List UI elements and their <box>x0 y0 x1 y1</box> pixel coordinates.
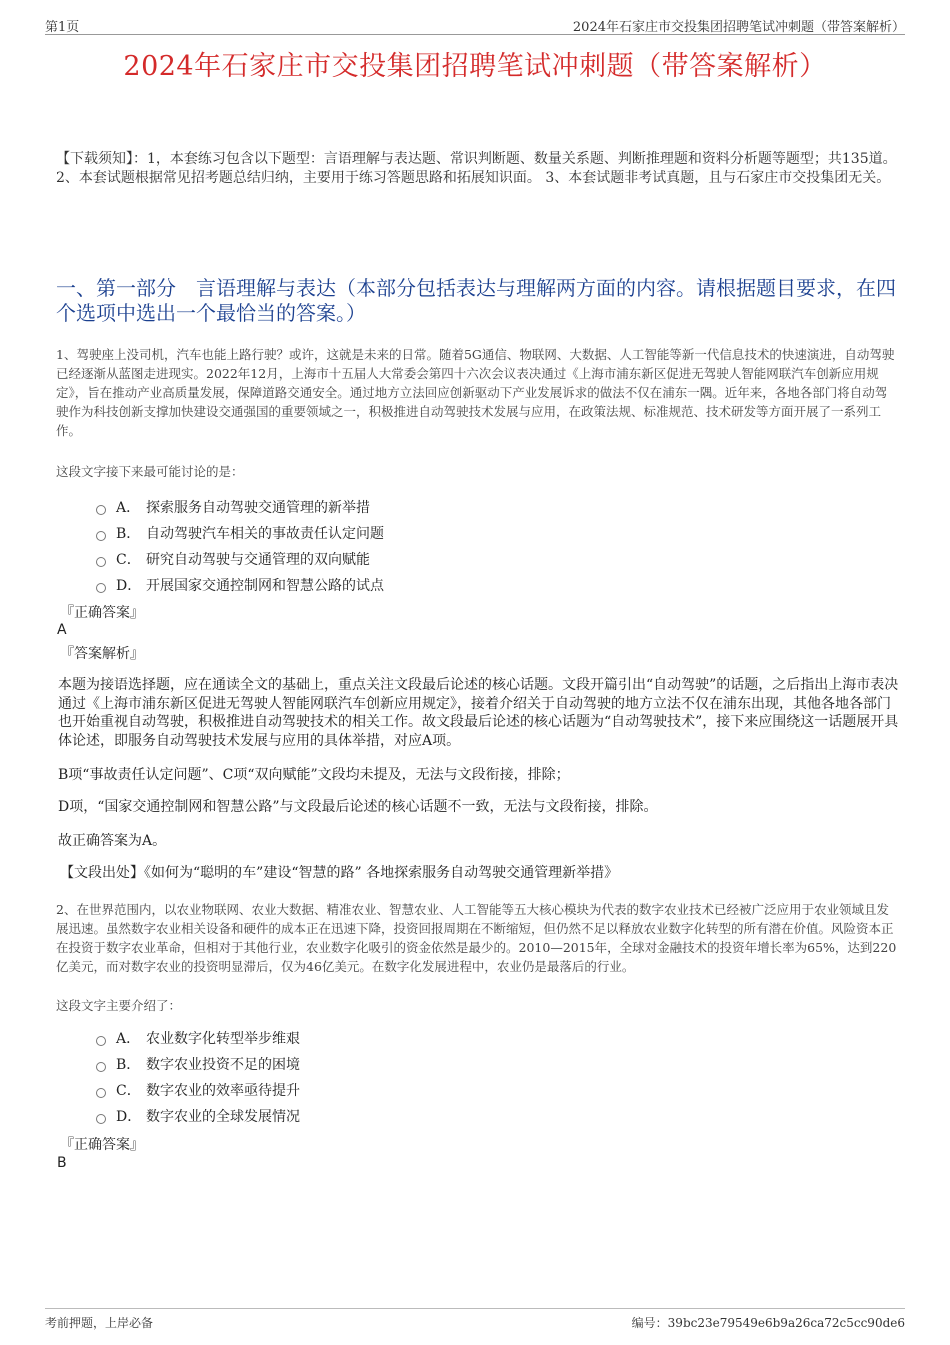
answer-label: 『正确答案』 <box>60 1137 144 1153</box>
section-heading: 一、第一部分 言语理解与表达（本部分包括表达与理解两方面的内容。请根据题目要求，在四个选项中选出一个最恰当的答案。） <box>56 276 896 325</box>
option-letter: B． <box>116 1057 141 1073</box>
page-header <box>45 14 905 35</box>
option-text: 数字农业投资不足的困境 <box>146 1057 300 1073</box>
footer-doc-id: 编号：39bc23e79549e6b9a26ca72c5cc90de6 <box>631 1316 905 1330</box>
radio-icon[interactable] <box>96 583 106 593</box>
radio-icon[interactable] <box>96 505 106 515</box>
question-2-options <box>96 1025 300 1129</box>
download-notice: 【下载须知】：1，本套练习包含以下题型：言语理解与表达题、常识判断题、数量关系题、判断推理题和资料分析题等题型；共135道。 2、本套试题根据常见招考题总结归纳，主要用于练习答题思路和拓展知识面。 3、本套试题非考试真题，且与石家庄市交投集团无关。 <box>56 151 897 186</box>
option-b[interactable] <box>96 520 384 546</box>
option-text: 数字农业的全球发展情况 <box>146 1109 300 1125</box>
option-d[interactable] <box>96 572 384 598</box>
option-letter: C． <box>116 1083 141 1099</box>
option-text: 农业数字化转型举步维艰 <box>146 1031 300 1047</box>
header-doc-title: 2024年石家庄市交投集团招聘笔试冲刺题（带答案解析） <box>572 20 905 35</box>
option-text: 开展国家交通控制网和智慧公路的试点 <box>146 578 384 594</box>
radio-icon[interactable] <box>96 1114 106 1124</box>
option-c[interactable] <box>96 1077 300 1103</box>
footer-divider <box>45 1308 905 1309</box>
source-citation: 【文段出处】《如何为“聪明的车”建设“智慧的路” 各地探索服务自动驾驶交通管理新举措》 <box>60 865 619 881</box>
analysis-conclusion: 故正确答案为A。 <box>58 833 167 849</box>
option-a[interactable] <box>96 494 384 520</box>
option-b[interactable] <box>96 1051 300 1077</box>
option-a[interactable] <box>96 1025 300 1051</box>
option-letter: B． <box>116 526 141 542</box>
option-c[interactable] <box>96 546 384 572</box>
question-2-text: 2、在世界范围内，以农业物联网、农业大数据、精准农业、智慧农业、人工智能等五大核心模块为代表的数字农业技术已经被广泛应用于农业领域且发展迅速。虽然数字农业相关设备和硬件的成本正在迅速下降，投资回报周期在不断缩短，但仍然不足以释放农业数字化转型的所有潜在价值。风险资本正在投资于数字农业革命，但相对于其他行业，农业数字化吸引的资金依然是最少的。2010—2015年，全球对金融技术的投资年增长率为65%，达到220亿美元，而对数字农业的投资明显滞后，仅为46亿美元。在数字化发展进程中，农业仍是最落后的行业。 <box>56 902 897 974</box>
footer-slogan: 考前押题，上岸必备 <box>45 1316 154 1330</box>
analysis-paragraph: 本题为接语选择题，应在通读全文的基础上，重点关注文段最后论述的核心话题。文段开篇引出“自动驾驶”的话题，之后指出上海市表决通过《上海市浦东新区促进无驾驶人智能网联汽车创新应用规定》，接着介绍关于自动驾驶的地方立法不仅在浦东出现，其他各地各部门也开始重视自动驾驶，积极推进自动驾驶技术的相关工作。故文段最后论述的核心话题为“自动驾驶技术”，接下来应围绕这一话题展开具体论述，即服务自动驾驶技术发展与应用的具体举措，对应A项。 <box>58 677 899 749</box>
option-text: 数字农业的效率亟待提升 <box>146 1083 300 1099</box>
option-text: 探索服务自动驾驶交通管理的新举措 <box>146 500 370 516</box>
radio-icon[interactable] <box>96 1062 106 1072</box>
page-title: 2024年石家庄市交投集团招聘笔试冲刺题（带答案解析） <box>123 51 827 82</box>
page-number: 第1页 <box>45 20 80 35</box>
option-letter: A． <box>116 500 141 516</box>
option-letter: D． <box>116 1109 142 1125</box>
question-2-prompt: 这段文字主要介绍了： <box>56 998 182 1013</box>
option-d[interactable] <box>96 1103 300 1129</box>
option-letter: D． <box>116 578 142 594</box>
correct-answer: B <box>57 1155 67 1171</box>
option-text: 自动驾驶汽车相关的事故责任认定问题 <box>146 526 384 542</box>
question-1-prompt: 这段文字接下来最可能讨论的是： <box>56 464 244 479</box>
question-1-text: 1、驾驶座上没司机，汽车也能上路行驶？或许，这就是未来的日常。随着5G通信、物联网、大数据、人工智能等新一代信息技术的快速演进，自动驾驶已经逐渐从蓝图走进现实。2022年12月，上海市十五届人大常委会第四十六次会议表决通过《上海市浦东新区促进无驾驶人智能网联汽车创新应用规定》，旨在推动产业高质量发展，保障道路交通安全。通过地方立法回应创新驱动下产业发展诉求的做法不仅在浦东一隅。近年来，各地各部门将自动驾驶作为科技创新支撑加快建设交通强国的重要领域之一，积极推进自动驾驶技术发展与应用，在政策法规、标准规范、技术研发等方面开展了一系列工作。 <box>56 347 895 438</box>
option-letter: A． <box>116 1031 141 1047</box>
option-letter: C． <box>116 552 141 568</box>
radio-icon[interactable] <box>96 1088 106 1098</box>
answer-label: 『正确答案』 <box>60 605 144 621</box>
radio-icon[interactable] <box>96 557 106 567</box>
radio-icon[interactable] <box>96 531 106 541</box>
analysis-paragraph: D项，“国家交通控制网和智慧公路”与文段最后论述的核心话题不一致，无法与文段衔接，排除。 <box>58 799 658 815</box>
analysis-paragraph: B项“事故责任认定问题”、C项“双向赋能”文段均未提及，无法与文段衔接，排除； <box>58 767 570 783</box>
correct-answer: A <box>57 622 67 638</box>
radio-icon[interactable] <box>96 1036 106 1046</box>
option-text: 研究自动驾驶与交通管理的双向赋能 <box>146 552 370 568</box>
analysis-label: 『答案解析』 <box>60 646 144 662</box>
question-1-options <box>96 494 384 598</box>
